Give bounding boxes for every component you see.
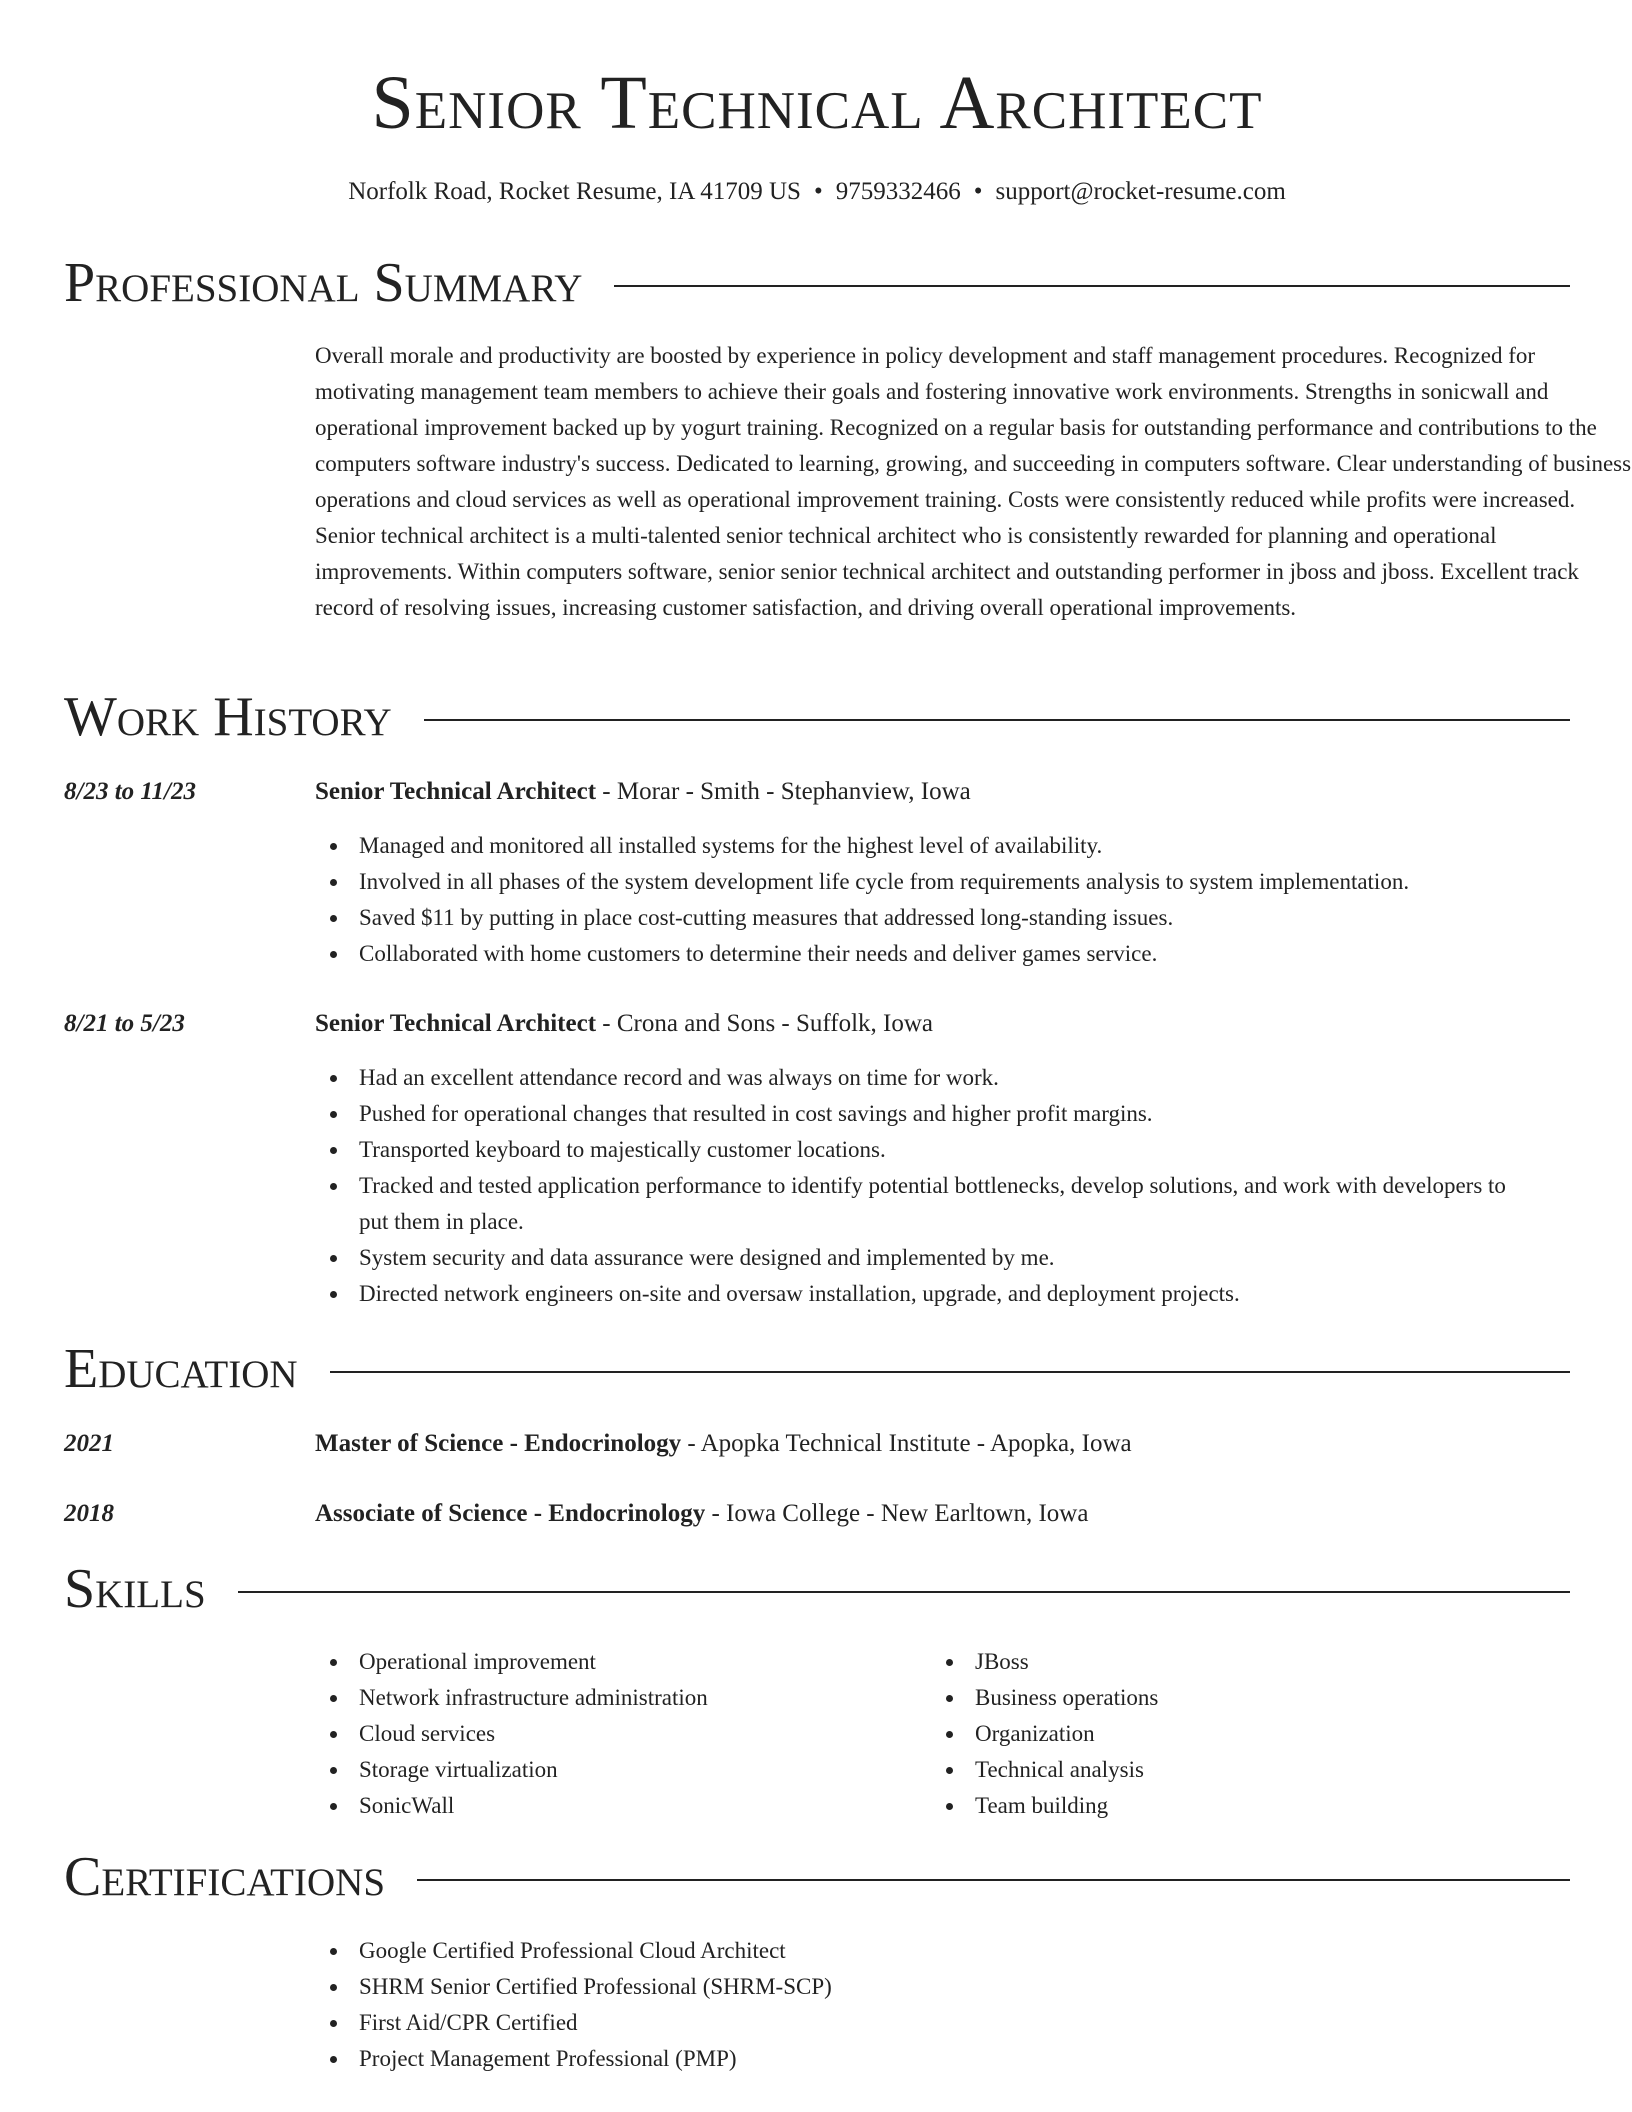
skill-item: Business operations xyxy=(931,1680,1531,1716)
job-dates: 8/23 to 11/23 xyxy=(64,778,196,805)
summary-section-header xyxy=(64,252,1570,314)
skill-item: Technical analysis xyxy=(931,1752,1531,1788)
job-details: - Morar - Smith - Stephanview, Iowa xyxy=(596,778,971,805)
section-divider xyxy=(238,1591,1570,1593)
job-dates: 8/21 to 5/23 xyxy=(64,1010,185,1037)
certifications-list xyxy=(315,1933,1215,2077)
list-item: System security and data assurance were designed and implemented by me. xyxy=(315,1240,1515,1276)
education-details: - Iowa College - New Earltown, Iowa xyxy=(705,1500,1089,1527)
skill-item: Cloud services xyxy=(315,1716,915,1752)
skill-item: Network infrastructure administration xyxy=(315,1680,915,1716)
job-details: - Crona and Sons - Suffolk, Iowa xyxy=(596,1010,934,1037)
education-section-title: Education xyxy=(64,1338,298,1400)
certification-item: SHRM Senior Certified Professional (SHRM-SCP) xyxy=(315,1969,1215,2005)
skills-section-header xyxy=(64,1558,1570,1620)
list-item: Directed network engineers on-site and oversaw installation, upgrade, and deployment projects. xyxy=(315,1276,1515,1312)
education-degree: Associate of Science - Endocrinology xyxy=(315,1500,706,1527)
section-divider xyxy=(424,719,1570,721)
skill-item: JBoss xyxy=(931,1644,1531,1680)
work-section-title: Work History xyxy=(64,686,392,748)
education-year: 2018 xyxy=(64,1500,114,1527)
list-item: Managed and monitored all installed systems for the highest level of availability. xyxy=(315,828,1615,864)
certification-item: Google Certified Professional Cloud Architect xyxy=(315,1933,1215,1969)
skill-item: Team building xyxy=(931,1788,1531,1824)
skills-list-left xyxy=(315,1644,915,1824)
skill-item: SonicWall xyxy=(315,1788,915,1824)
section-divider xyxy=(330,1371,1570,1373)
job-role: Senior Technical Architect xyxy=(315,778,597,805)
skills-section-title: Skills xyxy=(64,1558,206,1620)
certifications-section-header xyxy=(64,1846,1570,1908)
education-details: - Apopka Technical Institute - Apopka, Iowa xyxy=(681,1430,1132,1457)
contact-line xyxy=(64,176,1570,208)
summary-section-title: Professional Summary xyxy=(64,252,583,314)
education-year: 2021 xyxy=(64,1430,114,1457)
summary-text: Overall morale and productivity are boosted by experience in policy development and staff management procedures. Recognized for motivating management team members to achieve their goals and fostering innovative work environments. Strengths in sonicwall and operational improvement backed up by yogurt training. Recognized on a regular basis for outstanding performance and contributions to the computers software industry's success. Dedicated to learning, growing, and succeeding in computers software. Clear understanding of business operations and cloud services as well as operational improvement training. Costs were consistently reduced while profits were increased. Senior technical architect is a multi-talented senior technical architect who is consistently rewarded for planning and operational improvements. Within computers software, senior senior technical architect and outstanding performer in jboss and jboss. Excellent track record of resolving issues, increasing customer satisfaction, and driving overall operational improvements. xyxy=(315,343,1632,620)
list-item: Transported keyboard to majestically customer locations. xyxy=(315,1132,1515,1168)
section-divider xyxy=(417,1879,1570,1881)
skill-item: Organization xyxy=(931,1716,1531,1752)
list-item: Had an excellent attendance record and was always on time for work. xyxy=(315,1060,1515,1096)
skill-item: Operational improvement xyxy=(315,1644,915,1680)
job-title-line xyxy=(315,776,971,808)
section-divider xyxy=(614,285,1570,287)
list-item: Pushed for operational changes that resulted in cost savings and higher profit margins. xyxy=(315,1096,1515,1132)
contact-separator: • xyxy=(813,178,823,205)
skills-list-right xyxy=(931,1644,1531,1824)
certification-item: First Aid/CPR Certified xyxy=(315,2005,1215,2041)
list-item: Tracked and tested application performance to identify potential bottlenecks, develop solutions, and work with developers to put them in place. xyxy=(315,1168,1515,1240)
job-bullets xyxy=(315,828,1615,972)
contact-separator: • xyxy=(973,178,983,205)
certification-item: Project Management Professional (PMP) xyxy=(315,2041,1215,2077)
contact-address: Norfolk Road, Rocket Resume, IA 41709 US xyxy=(348,178,801,205)
resume-name: Senior Technical Architect xyxy=(371,61,1263,145)
skill-item: Storage virtualization xyxy=(315,1752,915,1788)
education-line xyxy=(315,1498,1088,1530)
certifications-section-title: Certifications xyxy=(64,1846,386,1908)
contact-phone: 9759332466 xyxy=(835,178,961,205)
list-item: Saved $11 by putting in place cost-cutting measures that addressed long-standing issues. xyxy=(315,900,1615,936)
education-section-header xyxy=(64,1338,1570,1400)
education-degree: Master of Science - Endocrinology xyxy=(315,1430,682,1457)
job-title-line xyxy=(315,1008,933,1040)
education-line xyxy=(315,1428,1132,1460)
list-item: Involved in all phases of the system development life cycle from requirements analysis to system implementation. xyxy=(315,864,1615,900)
job-role: Senior Technical Architect xyxy=(315,1010,597,1037)
contact-email: support@rocket-resume.com xyxy=(995,178,1286,205)
work-section-header xyxy=(64,686,1570,748)
list-item: Collaborated with home customers to determine their needs and deliver games service. xyxy=(315,936,1615,972)
job-bullets xyxy=(315,1060,1515,1312)
